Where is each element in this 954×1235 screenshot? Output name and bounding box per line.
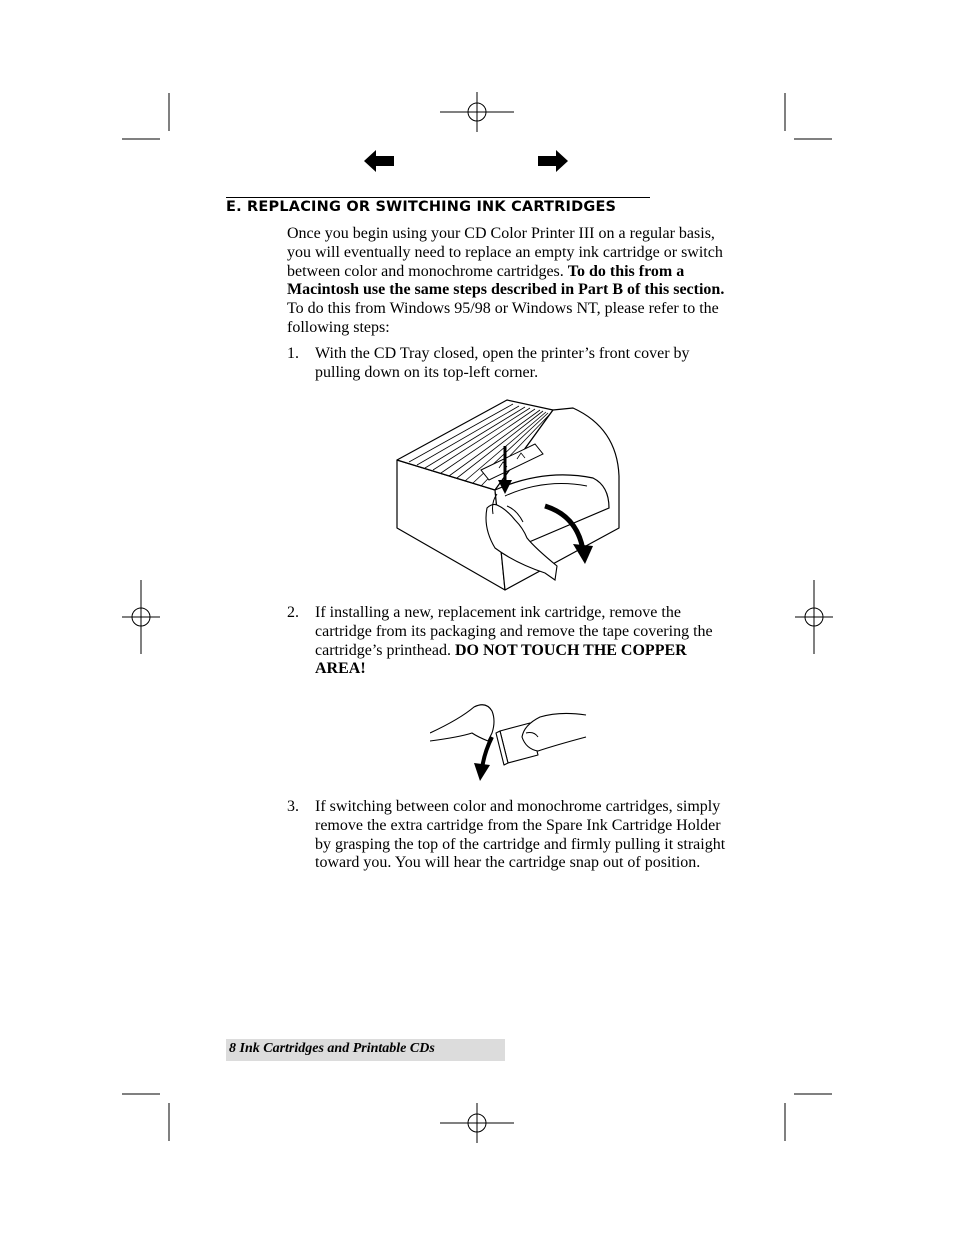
step-warning: DO NOT TOUCH THE COPPER AREA! (315, 641, 687, 678)
step-number: 1. (287, 345, 299, 362)
intro-bold-text: To do this from a Macintosh use the same steps described in Part B of this section. (287, 262, 725, 299)
step-body: If switching between color and monochrome cartridges, simply remove the extra cartridge from the Spare Ink Cartridge Holder by grasping the top of the cartridge and firmly pulling it straight toward you. You will hear the cartridge snap out of position. (315, 798, 726, 872)
intro-text-continued: To do this from Windows 95/98 or Windows NT, please refer to the following steps: (287, 300, 719, 336)
intro-text: Once you begin using your CD Color Printer III on a regular basis, you will eventually need to replace an empty ink cartridge or switch between color and monochrome cartridges. (287, 225, 723, 280)
page-footer (226, 1039, 505, 1061)
section-heading: E. REPLACING OR SWITCHING INK CARTRIDGES (226, 199, 617, 215)
step-text (315, 604, 730, 679)
left-arrow-icon[interactable] (364, 150, 394, 172)
step-body: With the CD Tray closed, open the printer’s front cover by pulling down on its top-left corner. (315, 345, 690, 381)
printer-illustration (395, 398, 623, 592)
intro-paragraph (287, 225, 732, 338)
step-text (315, 798, 730, 873)
right-arrow-icon[interactable] (538, 150, 568, 172)
step-number: 3. (287, 798, 299, 815)
cartridge-tape-illustration (430, 697, 588, 781)
step-number: 2. (287, 604, 299, 621)
step-text (315, 345, 730, 383)
footer-text: 8 Ink Cartridges and Printable CDs (229, 1041, 435, 1056)
step-body: If installing a new, replacement ink cartridge, remove the cartridge from its packaging and remove the tape covering the cartridge’s printhead. (315, 604, 713, 659)
